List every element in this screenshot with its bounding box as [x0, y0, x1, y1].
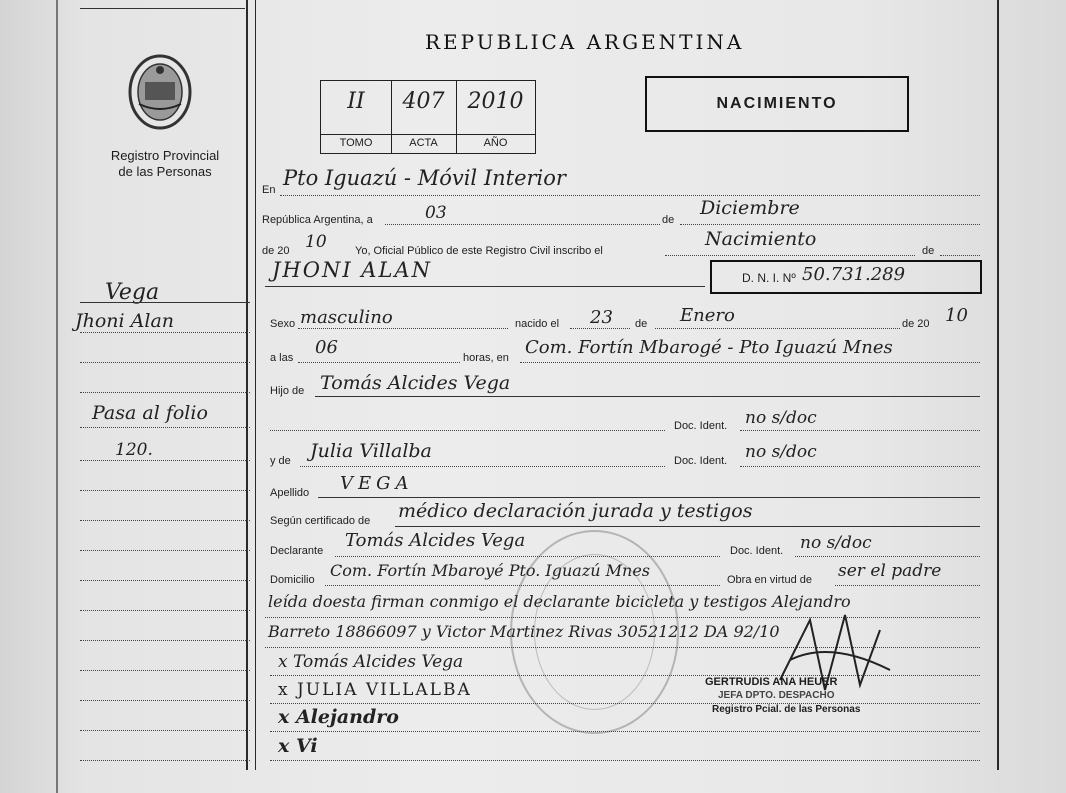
birth-month-value: Enero	[680, 305, 735, 326]
text-line-2: Barreto 18866097 y Victor Martinez Rivas 30521212 DA 92/10	[268, 622, 780, 641]
margin-line	[80, 392, 250, 393]
official-seal-stamp	[510, 530, 679, 734]
line	[318, 497, 980, 498]
margin-line	[80, 700, 250, 701]
margin-surname: Vega	[105, 280, 160, 305]
line	[280, 195, 980, 196]
father-value: Tomás Alcides Vega	[320, 372, 511, 394]
dni-value: 50.731.289	[802, 264, 906, 285]
child-name-value: JHONI ALAN	[272, 258, 432, 282]
right-edge-rule	[997, 0, 999, 770]
margin-line	[80, 362, 250, 363]
margin-line	[80, 760, 250, 761]
margin-line	[80, 427, 250, 428]
signature-witness-1: x Alejandro	[278, 706, 399, 728]
registry-line-1: Registro Provincial	[110, 148, 220, 163]
acta-label: ACTA	[409, 137, 438, 149]
line	[315, 396, 980, 397]
margin-note-2: 120.	[115, 440, 153, 460]
line	[655, 328, 900, 329]
line	[298, 362, 460, 363]
line	[298, 328, 508, 329]
line	[270, 430, 665, 431]
line	[270, 731, 980, 732]
margin-note-1: Pasa al folio	[92, 402, 208, 424]
margin-line	[80, 730, 250, 731]
signature-mother: x JULIA VILLALBA	[278, 680, 472, 700]
margin-line	[80, 550, 250, 551]
address-value: Com. Fortín Mbaroyé Pto. Iguazú Mnes	[330, 561, 651, 580]
registry-name	[80, 148, 250, 180]
line	[835, 585, 980, 586]
tomo-cell	[321, 81, 392, 153]
year-value: 10	[305, 232, 327, 252]
label-apellido: Apellido	[270, 487, 310, 499]
line	[520, 362, 980, 363]
line	[265, 286, 705, 287]
line	[395, 526, 980, 527]
label-doc-ident-3: Doc. Ident.	[730, 545, 784, 557]
margin-line	[80, 332, 250, 333]
left-edge-rule	[56, 0, 58, 793]
line	[680, 224, 980, 225]
margin-divider	[246, 0, 248, 770]
line	[385, 224, 660, 225]
top-rule	[80, 8, 245, 9]
birth-place-value: Com. Fortín Mbarogé - Pto Iguazú Mnes	[525, 337, 893, 358]
anio-value: 2010	[467, 89, 524, 114]
act-type-value: Nacimiento	[705, 228, 817, 250]
margin-divider-2	[255, 0, 256, 770]
mother-doc-value: no s/doc	[745, 442, 817, 462]
official-name: GERTRUDIS ANA HEUER	[705, 676, 838, 688]
margin-line	[80, 460, 250, 461]
line	[335, 556, 720, 557]
line	[740, 466, 980, 467]
official-title: JEFA DPTO. DESPACHO	[718, 690, 835, 701]
sex-value: masculino	[300, 307, 393, 328]
signature-witness-2: x Vi	[278, 735, 318, 757]
line	[795, 556, 980, 557]
line	[665, 255, 915, 256]
label-doc-ident-2: Doc. Ident.	[674, 455, 728, 467]
label-declarante: Declarante	[270, 545, 324, 557]
margin-line	[80, 302, 250, 303]
page-title: REPUBLICA ARGENTINA	[425, 30, 745, 54]
label-de-2: de	[922, 245, 935, 257]
margin-line	[80, 520, 250, 521]
label-de-1: de	[662, 214, 675, 226]
label-doc-ident-1: Doc. Ident.	[674, 420, 728, 432]
signature-father: x Tomás Alcides Vega	[278, 652, 464, 672]
declarant-value: Tomás Alcides Vega	[345, 530, 526, 551]
line	[270, 760, 980, 761]
certificate-value: médico declaración jurada y testigos	[398, 500, 753, 522]
label-en: En	[262, 184, 276, 196]
anio-cell	[456, 81, 536, 153]
hour-value: 06	[315, 337, 338, 358]
label-obra: Obra en virtud de	[727, 574, 812, 586]
father-doc-value: no s/doc	[745, 408, 817, 428]
label-republica: República Argentina, a	[262, 214, 373, 226]
acta-cell	[391, 81, 457, 153]
margin-line	[80, 610, 250, 611]
label-y-de: y de	[270, 455, 291, 467]
label-oficial: Yo, Oficial Público de este Registro Civil inscribo el	[355, 245, 603, 257]
tomo-acta-anio-box	[320, 80, 536, 154]
label-dni: D. N. I. Nº	[742, 271, 796, 285]
label-horas-en: horas, en	[463, 352, 509, 364]
box-separator	[321, 134, 535, 135]
label-segun: Según certificado de	[270, 515, 371, 527]
label-de20: de 20	[262, 245, 290, 257]
label-nacido: nacido el	[515, 318, 560, 330]
month-value: Diciembre	[700, 197, 800, 219]
line	[300, 466, 665, 467]
margin-line	[80, 670, 250, 671]
day-value: 03	[425, 203, 447, 223]
margin-line	[80, 640, 250, 641]
birth-year-value: 10	[945, 305, 968, 326]
label-de-3: de	[635, 318, 648, 330]
surname-value: VEGA	[340, 473, 414, 494]
margin-line	[80, 490, 250, 491]
label-sexo: Sexo	[270, 318, 296, 330]
margin-given-names: Jhoni Alan	[75, 310, 175, 332]
line	[940, 255, 980, 256]
line	[740, 430, 980, 431]
acta-value: 407	[402, 89, 445, 114]
tomo-label: TOMO	[339, 137, 373, 149]
declarant-doc-value: no s/doc	[800, 533, 872, 553]
anio-label: AÑO	[483, 137, 508, 149]
birth-day-value: 23	[590, 307, 613, 328]
obra-value: ser el padre	[838, 561, 942, 581]
provincial-seal-icon	[125, 52, 195, 132]
place-value: Pto Iguazú - Móvil Interior	[283, 166, 566, 190]
text-line-1: leída doesta firman conmigo el declarante bicicleta y testigos Alejandro	[268, 592, 851, 611]
document-type-box: NACIMIENTO	[645, 76, 909, 132]
label-de20-2: de 20	[902, 318, 930, 330]
label-a-las: a las	[270, 352, 294, 364]
tomo-value: II	[347, 89, 365, 114]
dni-box	[710, 260, 982, 294]
label-hijo-de: Hijo de	[270, 385, 305, 397]
label-domicilio: Domicilio	[270, 574, 315, 586]
line	[570, 328, 630, 329]
official-org: Registro Pcial. de las Personas	[712, 704, 861, 715]
margin-line	[80, 580, 250, 581]
registry-line-2: de las Personas	[118, 164, 212, 179]
mother-value: Julia Villalba	[310, 440, 432, 462]
